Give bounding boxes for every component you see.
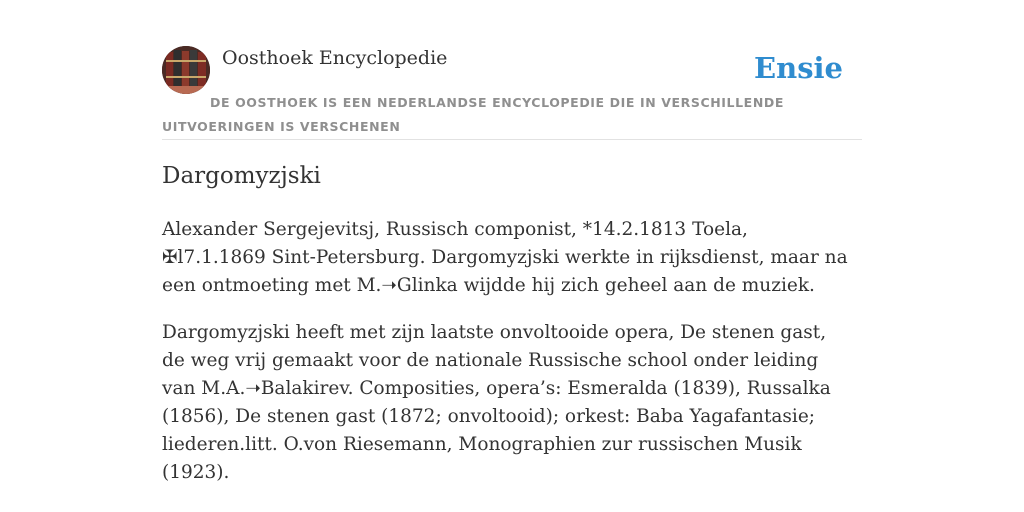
entry-paragraph: Alexander Sergejevitsj, Russisch componist, *14.2.1813 Toela, ✠l7.1.1869 Sint-Petersburg. Dargomyzjski werkte in rijksdienst, maar na een ontmoeting met M.➝Glinka wijdde hij zich geheel aan de muziek.	[162, 219, 848, 296]
brand-logo[interactable]: Ensie	[754, 51, 843, 85]
entry-body	[162, 216, 852, 506]
site-title[interactable]: Oosthoek Encyclopedie	[222, 47, 448, 69]
book-spines-avatar-icon[interactable]	[162, 46, 210, 94]
page-container	[162, 46, 862, 483]
entry-title: Dargomyzjski	[162, 163, 321, 189]
entry-paragraph: Dargomyzjski heeft met zijn laatste onvoltooide opera, De stenen gast, de weg vrij gemaakt voor de nationale Russische school onder leiding van M.A.➝Balakirev. Composities, opera’s: Esmeralda (1839), Russalka (1856), De stenen gast (1872; onvoltooid); orkest: Baba Yagafantasie; liederen.litt. O.von Riesemann, Monographien zur russischen Musik (1923).	[162, 322, 831, 483]
site-tagline: DE OOSTHOEK IS EEN NEDERLANDSE ENCYCLOPEDIE DIE IN VERSCHILLENDE UITVOERINGEN IS VERSCHENEN	[162, 95, 784, 134]
site-header	[162, 46, 862, 140]
